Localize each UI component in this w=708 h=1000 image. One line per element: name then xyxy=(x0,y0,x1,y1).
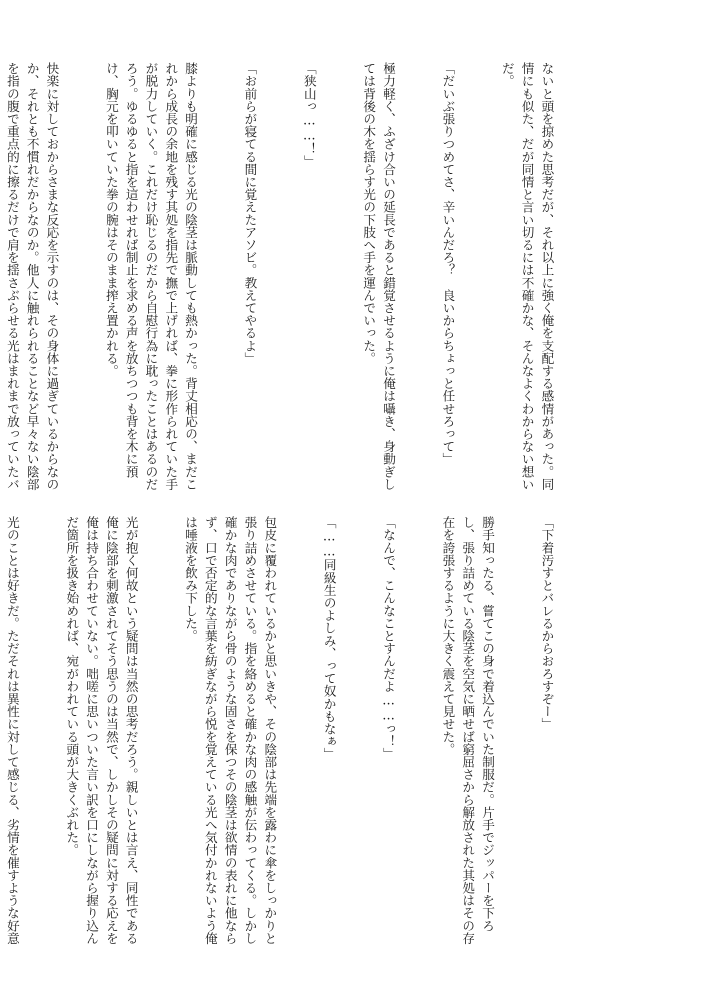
paragraph: 快楽に対しておからさまな反応を示すのは、その身体に過ぎているからなのか、それとも不慣れだからなのか。他人に触れられることなど早々ない陰部を指の腹で重点的に擦るだけで肩を揺さぶらせる光はまれまで放っていたバ xyxy=(4,62,60,491)
dialogue-line: 「だいぶ張りつめてさ、辛いんだろ？ 良いからちょっと任せろって」 xyxy=(440,62,456,466)
paragraph: 光が抱く何故という疑問は当然の思考だろう。親しいとは言え、同性である俺に陰部を刺激されてそう思うのは当然で、しかしその疑問に対する応えを俺は持ち合わせていない。咄嗟に思いついた言い訳を口にしながら握り込んだ箇所を扱き始めれば、宛がわれている頭が大きくぶれた。 xyxy=(64,516,139,945)
paragraph: 光のことは好きだ。ただそれは異性に対して感じる、劣情を催すような好意 xyxy=(4,516,20,945)
paragraph: 勝手知ったる、嘗てこの身で着込んでいた制服だ。片手でジッパーを下ろし、張り詰めている陰茎を空気に晒せば窮屈さから解放された其処はその存在を誇張するように大きく震えて見せた。 xyxy=(440,516,496,945)
paragraph: 極力軽く、ふざけ合いの延長であると錯覚させるように俺は囁き、身動ぎしては背後の木を揺らす光の下肢へ手を運んでいった。 xyxy=(361,62,397,491)
paragraph: 包皮に覆われているかと思いきや、その陰部は先端を露わに傘をしっかりと張り詰めさせている。指を絡めると確かな肉の感触が伝わってくる。しかし確かな肉でありながら骨のような固さを保つその陰茎は欲情の表れに他ならず、口で否定的な言葉を紡ぎながら悦を覚えている光へ気付かれないよう俺は唾液を飲み下した。 xyxy=(183,516,278,945)
text-column-top xyxy=(4,62,596,494)
paragraph: ないと頭を掠めた思考だが、それ以上に強く俺を支配する感情があった。同情にも似た、だが同情と言い切るには不確かな、そんなよくわからない想いだ。 xyxy=(499,62,555,491)
dialogue-line: 「なんで、こんなことすんだよ……っ！」 xyxy=(381,516,397,761)
dialogue-line: 「お前らが寝てる間に覚えたアソビ。教えてやるよ」 xyxy=(242,62,258,365)
dialogue-line: 「……同級生のよしみ、って奴かもなぁ」 xyxy=(321,516,337,761)
dialogue-line: 「下着汚すとバレるからおろすぞー」 xyxy=(539,516,555,731)
text-column-bottom xyxy=(4,516,596,948)
dialogue-line: 「狭山っ……！」 xyxy=(301,62,317,168)
paragraph: 膝よりも明確に感じる光の陰茎は脈動しても熱かった。背丈相応の、まだこれから成長の余地を残す其処を指先で撫で上げれば、拳に形作られていた手が脱力していく。これだけ恥じるのだから自慰行為に耽ったことはあるのだろう。ゆるゆると指を這わせれば制止を求める声を放ちつつも背を木に預け、胸元を叩いていた拳の腕はそのまま搾え置かれる。 xyxy=(103,62,199,491)
